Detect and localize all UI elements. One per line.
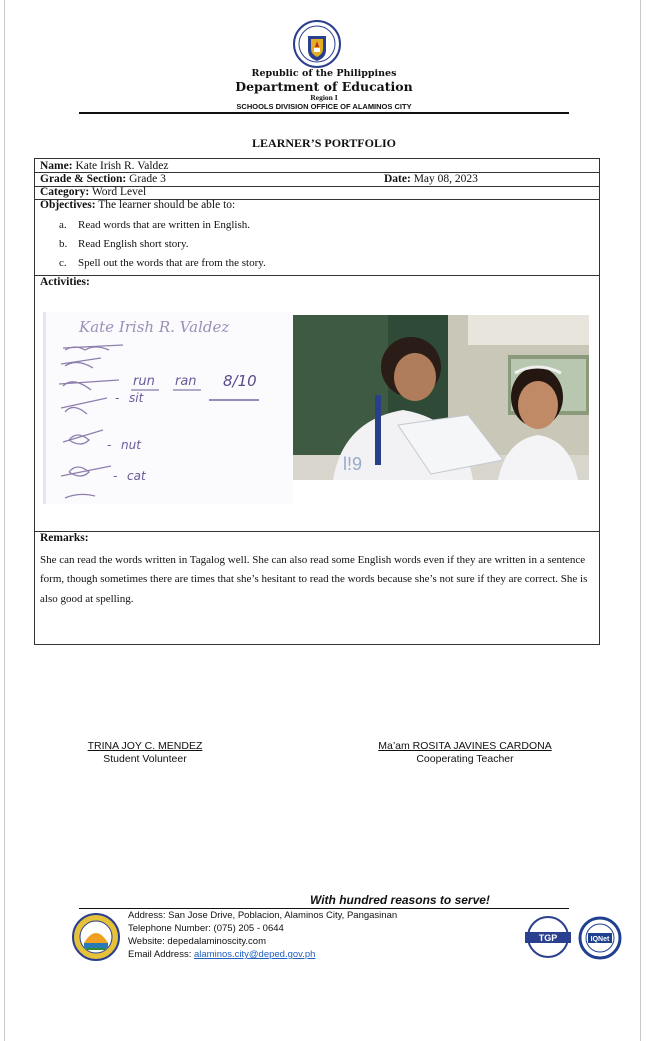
signatory-name: Ma’am ROSITA JAVINES CARDONA <box>378 740 552 752</box>
tgp-badge-label: TGP <box>538 933 558 943</box>
signatory-cooperating-teacher <box>370 740 560 765</box>
remarks-text: She can read the words written in Tagalog well. She can also read some English words even if they are written in a sentence form, though sometimes there are times that she’s hesitant to read the words because she’s not sure if they are correct. She is also good at spelling. <box>40 554 588 605</box>
svg-text:-: - <box>113 469 118 483</box>
row-divider <box>35 531 599 532</box>
footer-divider <box>79 908 569 909</box>
paper-word-nut: nut <box>121 438 141 452</box>
iqnet-badge-label: IQNet <box>590 936 610 943</box>
paper-word-cat: cat <box>127 469 146 483</box>
signatory-name: TRINA JOY C. MENDEZ <box>87 740 203 752</box>
footer-telephone: Telephone Number: (075) 205 - 0644 <box>128 923 284 934</box>
footer-email-label: Email Address: <box>128 949 194 960</box>
category-row <box>40 186 146 198</box>
slogan: With hundred reasons to serve! <box>310 893 490 907</box>
division-heading: SCHOOLS DIVISION OFFICE OF ALAMINOS CITY <box>236 102 412 111</box>
svg-text:-: - <box>115 391 120 405</box>
name-value: Kate Irish R. Valdez <box>75 160 169 172</box>
category-value: Word Level <box>91 186 147 198</box>
header-divider <box>79 112 569 114</box>
division-seal-logo <box>72 913 120 961</box>
republic-heading: Republic of the Philippines <box>251 68 397 79</box>
iqnet-certification-badge <box>578 916 622 960</box>
svg-text:l!9: l!9 <box>343 454 363 474</box>
category-label: Category: <box>40 186 90 198</box>
deped-seal-logo <box>293 20 341 68</box>
signatory-role: Student Volunteer <box>103 753 187 765</box>
tgp-certification-badge <box>523 915 573 959</box>
objectives-intro: The learner should be able to: <box>98 199 236 211</box>
signatory-student-volunteer <box>64 740 226 765</box>
objective-item: c. Spell out the words that are from the story. <box>59 257 266 269</box>
svg-text:-: - <box>107 438 112 452</box>
grade-row <box>40 173 166 185</box>
footer-email-link[interactable]: alaminos.city@deped.gov.ph <box>194 949 316 960</box>
objective-item: b. Read English short story. <box>59 238 189 250</box>
remarks-label: Remarks: <box>40 532 89 544</box>
page-border-right <box>640 0 641 1041</box>
page-title: LEARNER’S PORTFOLIO <box>252 136 396 150</box>
footer-address: Address: San Jose Drive, Poblacion, Alaminos City, Pangasinan <box>128 910 398 921</box>
page-border-left <box>4 0 5 1041</box>
grade-value: Grade 3 <box>129 173 166 185</box>
grade-label: Grade & Section: <box>40 173 127 185</box>
date-value: May 08, 2023 <box>413 173 478 185</box>
signatory-role: Cooperating Teacher <box>416 753 514 765</box>
classroom-reading-photo <box>293 315 589 480</box>
date-row <box>384 173 478 185</box>
department-heading: Department of Education <box>235 79 413 94</box>
footer-email-row <box>128 949 315 960</box>
paper-word-run: run <box>133 374 155 389</box>
footer-website: Website: depedalaminoscity.com <box>128 936 266 947</box>
region-heading: Region I <box>310 93 338 102</box>
paper-word-sit: sit <box>129 391 144 405</box>
paper-word-ran: ran <box>175 374 197 389</box>
objectives-label: Objectives: <box>40 199 96 211</box>
date-label: Date: <box>384 173 411 185</box>
paper-score: 8/10 <box>223 372 257 390</box>
objectives-row <box>40 199 235 211</box>
row-divider <box>35 275 599 276</box>
portfolio-table <box>34 158 600 645</box>
name-label: Name: <box>40 160 73 172</box>
spelling-test-paper-image <box>43 312 293 504</box>
objective-item: a. Read words that are written in English. <box>59 219 250 231</box>
name-row <box>40 160 169 172</box>
paper-student-name: Kate Irish R. Valdez <box>79 318 230 336</box>
activities-label: Activities: <box>40 276 90 288</box>
